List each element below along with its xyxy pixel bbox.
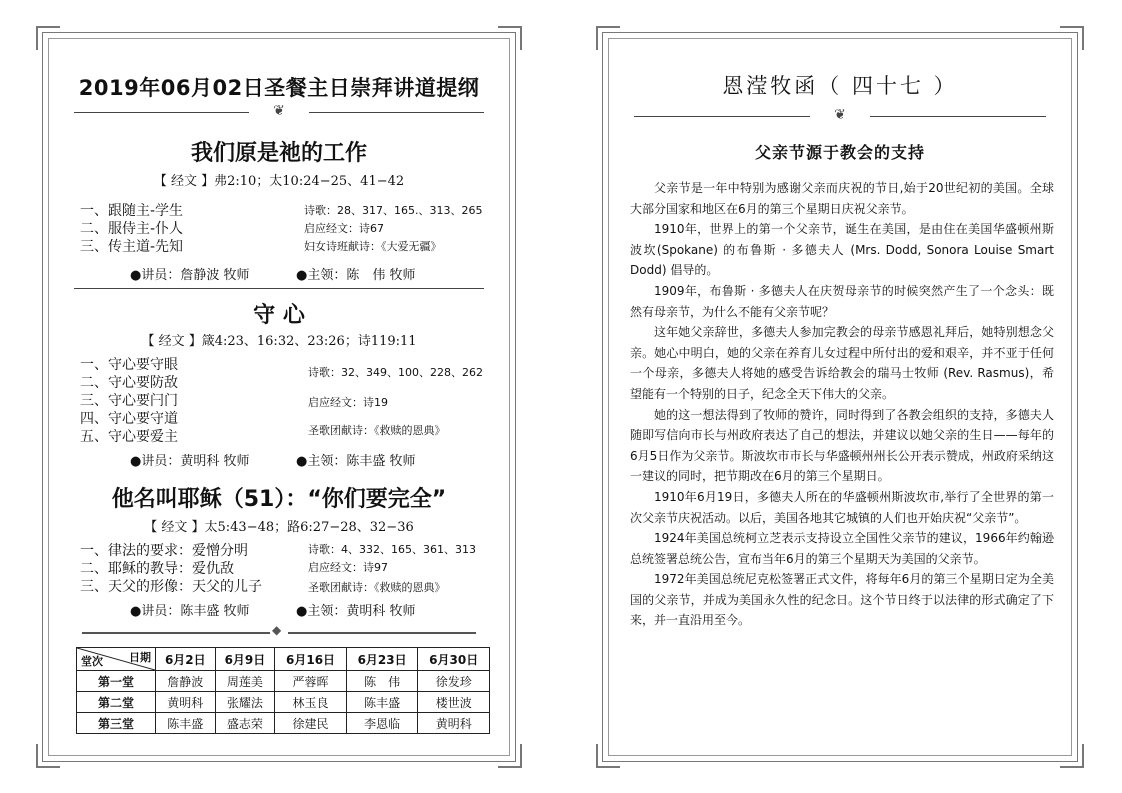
ornament-icon: ❦ bbox=[273, 103, 285, 119]
outline-point: 一、跟随主-学生 bbox=[80, 203, 184, 219]
outline-point: 三、天父的形像：天父的儿子 bbox=[80, 579, 262, 595]
leader: ●主领：陈丰盛 牧师 bbox=[296, 454, 416, 469]
date-label: 日期 bbox=[129, 651, 151, 664]
divider bbox=[82, 632, 270, 634]
hymn-info: 诗歌：4、332、165、361、313 bbox=[308, 543, 476, 556]
divider bbox=[309, 112, 484, 113]
paragraph: 1910年6月19日，多德夫人所在的华盛顿州斯波坎市,举行了全世界的第一次父亲节庆祝活动。以后，美国各地其它城镇的人们也开始庆祝“父亲节”。 bbox=[630, 489, 1054, 525]
table-cell: 陈丰盛 bbox=[156, 713, 216, 734]
divider bbox=[288, 632, 476, 634]
row-label: 第三堂 bbox=[77, 713, 156, 734]
table-header: 6月2日 bbox=[156, 648, 216, 671]
table-cell: 徐建民 bbox=[275, 713, 347, 734]
sermon-title: 守 心 bbox=[253, 303, 305, 328]
paragraph: 1909年，布鲁斯 · 多德夫人在庆贺母亲节的时候突然产生了一个念头：既然有母亲节，为什么不能有父亲节呢？ bbox=[630, 283, 1054, 319]
article-body bbox=[630, 178, 1054, 631]
corner-ornament bbox=[36, 744, 60, 768]
corner-ornament bbox=[498, 26, 522, 50]
article-title: 父亲节源于教会的支持 bbox=[754, 143, 925, 162]
outline-point: 二、耶稣的教导：爱仇敌 bbox=[80, 561, 234, 577]
divider bbox=[74, 112, 249, 113]
corner-ornament bbox=[596, 744, 620, 768]
scripture-ref: 【 经文 】弗2:10；太10:24−25、41−42 bbox=[153, 174, 405, 189]
outline-point: 五、守心要爱主 bbox=[80, 429, 178, 445]
table-cell: 严蓉晖 bbox=[275, 671, 347, 692]
diamond-icon: ◆ bbox=[272, 623, 282, 637]
table-cell: 徐发珍 bbox=[418, 671, 490, 692]
session-label: 堂次 bbox=[81, 655, 103, 668]
row-label: 第二堂 bbox=[77, 692, 156, 713]
corner-ornament bbox=[1060, 26, 1084, 50]
left-panel bbox=[42, 32, 516, 762]
corner-ornament bbox=[596, 26, 620, 50]
table-cell: 张耀法 bbox=[215, 692, 275, 713]
paragraph: 这年她父亲辞世，多德夫人参加完教会的母亲节感恩礼拜后，她特别想念父亲。她心中明白，她的父亲在养育儿女过程中所付出的爱和艰辛，并不亚于任何一个母亲，多德夫人将她的感受告诉给教会的瑞马士牧师 (Rev. Rasmus)，希望能有一个特别的日子，纪念全天下伟大的父亲。 bbox=[630, 325, 1054, 401]
table-header-row bbox=[77, 648, 490, 671]
hymn-info: 圣歌团献诗：《救赎的恩典》 bbox=[308, 424, 446, 437]
paragraph: 1924年美国总统柯立芝表示支持设立全国性父亲节的建议，1966年约翰逊总统签署总统公告，宣布当年6月的第三个星期天为美国的父亲节。 bbox=[630, 531, 1054, 566]
scripture-ref: 【 经文 】箴4:23、16:32、23:26；诗119:11 bbox=[141, 334, 417, 349]
table-cell: 周莲美 bbox=[215, 671, 275, 692]
ornament-icon: ❦ bbox=[834, 107, 846, 123]
paragraph: 1910年，世界上的第一个父亲节，诞生在美国，是由住在美国华盛顿州斯波坎(Spokane) 的布鲁斯 · 多德夫人 (Mrs. Dodd, Sonora Louise Smart Dodd) 倡导的。 bbox=[630, 222, 1054, 278]
divider bbox=[870, 116, 1046, 117]
table-cell: 盛志荣 bbox=[215, 713, 275, 734]
hymn-info: 启应经文：诗97 bbox=[308, 561, 388, 574]
corner-ornament bbox=[1060, 744, 1084, 768]
speaker: ●讲员：黄明科 牧师 bbox=[130, 454, 250, 469]
right-panel bbox=[602, 32, 1078, 762]
outline-point: 二、服侍主-仆人 bbox=[80, 221, 184, 237]
paragraph: 1972年美国总统尼克松签署正式文件，将每年6月的第三个星期日定为全美国的父亲节，并成为美国永久性的纪念日。这个节日终于以法律的形式确定了下来，并一直沿用至今。 bbox=[630, 572, 1054, 628]
divider bbox=[634, 116, 810, 117]
outline-point: 一、守心要守眼 bbox=[80, 357, 178, 373]
table-row bbox=[77, 692, 490, 713]
hymn-info: 启应经文：诗19 bbox=[308, 396, 388, 409]
hymn-info: 妇女诗班献诗：《大爱无疆》 bbox=[304, 240, 442, 253]
table-header: 6月9日 bbox=[215, 648, 275, 671]
corner-ornament bbox=[498, 744, 522, 768]
table-header: 6月30日 bbox=[418, 648, 490, 671]
table-corner-cell bbox=[77, 648, 156, 671]
divider bbox=[74, 288, 484, 289]
speaker: ●讲员：陈丰盛 牧师 bbox=[130, 604, 250, 619]
leader: ●主领：黄明科 牧师 bbox=[296, 604, 416, 619]
table-cell: 李恩临 bbox=[346, 713, 418, 734]
table-header: 6月23日 bbox=[346, 648, 418, 671]
outline-point: 三、守心要闩门 bbox=[80, 393, 178, 409]
table-row bbox=[77, 671, 490, 692]
letter-title: 恩滢牧函（ 四十七 ） bbox=[722, 74, 958, 98]
table-cell: 林玉良 bbox=[275, 692, 347, 713]
hymn-info: 启应经文：诗67 bbox=[304, 222, 384, 235]
hymn-info: 诗歌：32、349、100、228、262 bbox=[308, 366, 483, 379]
hymn-info: 诗歌：28、317、165.、313、265 bbox=[304, 204, 483, 217]
hymn-info: 圣歌团献诗：《救赎的恩典》 bbox=[308, 581, 446, 594]
paragraph: 她的这一想法得到了牧师的赞许，同时得到了各教会组织的支持，多德夫人随即写信向市长与州政府表达了自己的想法，并建议以她父亲的生日——每年的6月5日作为父亲节。斯波坎市市长与华盛顿州州长公开表示赞成，州政府采纳这一建议的同时，把节期改在6月的第三个星期日。 bbox=[630, 407, 1054, 484]
outline-point: 四、守心要守道 bbox=[80, 411, 178, 427]
table-cell: 陈丰盛 bbox=[346, 692, 418, 713]
leader: ●主领：陈 伟 牧师 bbox=[296, 268, 416, 283]
paragraph: 父亲节是一年中特别为感谢父亲而庆祝的节日,始于20世纪初的美国。全球大部分国家和地区在6月的第三个星期日庆祝父亲节。 bbox=[630, 181, 1054, 216]
table-cell: 黄明科 bbox=[418, 713, 490, 734]
table-cell: 楼世波 bbox=[418, 692, 490, 713]
outline-point: 三、传主道-先知 bbox=[80, 239, 184, 255]
sermon-title: 他名叫耶稣（51）：“你们要完全” bbox=[111, 487, 447, 512]
sermon-title: 我们原是祂的工作 bbox=[190, 141, 367, 166]
table-cell: 陈 伟 bbox=[346, 671, 418, 692]
speaker: ●讲员：詹静波 牧师 bbox=[130, 268, 250, 283]
table-header: 6月16日 bbox=[275, 648, 347, 671]
row-label: 第一堂 bbox=[77, 671, 156, 692]
scripture-ref: 【 经文 】太5:43−48；路6:27−28、32−36 bbox=[144, 520, 414, 535]
table-row bbox=[77, 713, 490, 734]
schedule-table bbox=[76, 647, 490, 734]
page-title: 2019年06月02日圣餐主日崇拜讲道提纲 bbox=[78, 76, 480, 100]
table-cell: 詹静波 bbox=[156, 671, 216, 692]
outline-point: 二、守心要防敌 bbox=[80, 375, 178, 391]
outline-point: 一、律法的要求：爱憎分明 bbox=[80, 543, 248, 559]
corner-ornament bbox=[36, 26, 60, 50]
table-cell: 黄明科 bbox=[156, 692, 216, 713]
